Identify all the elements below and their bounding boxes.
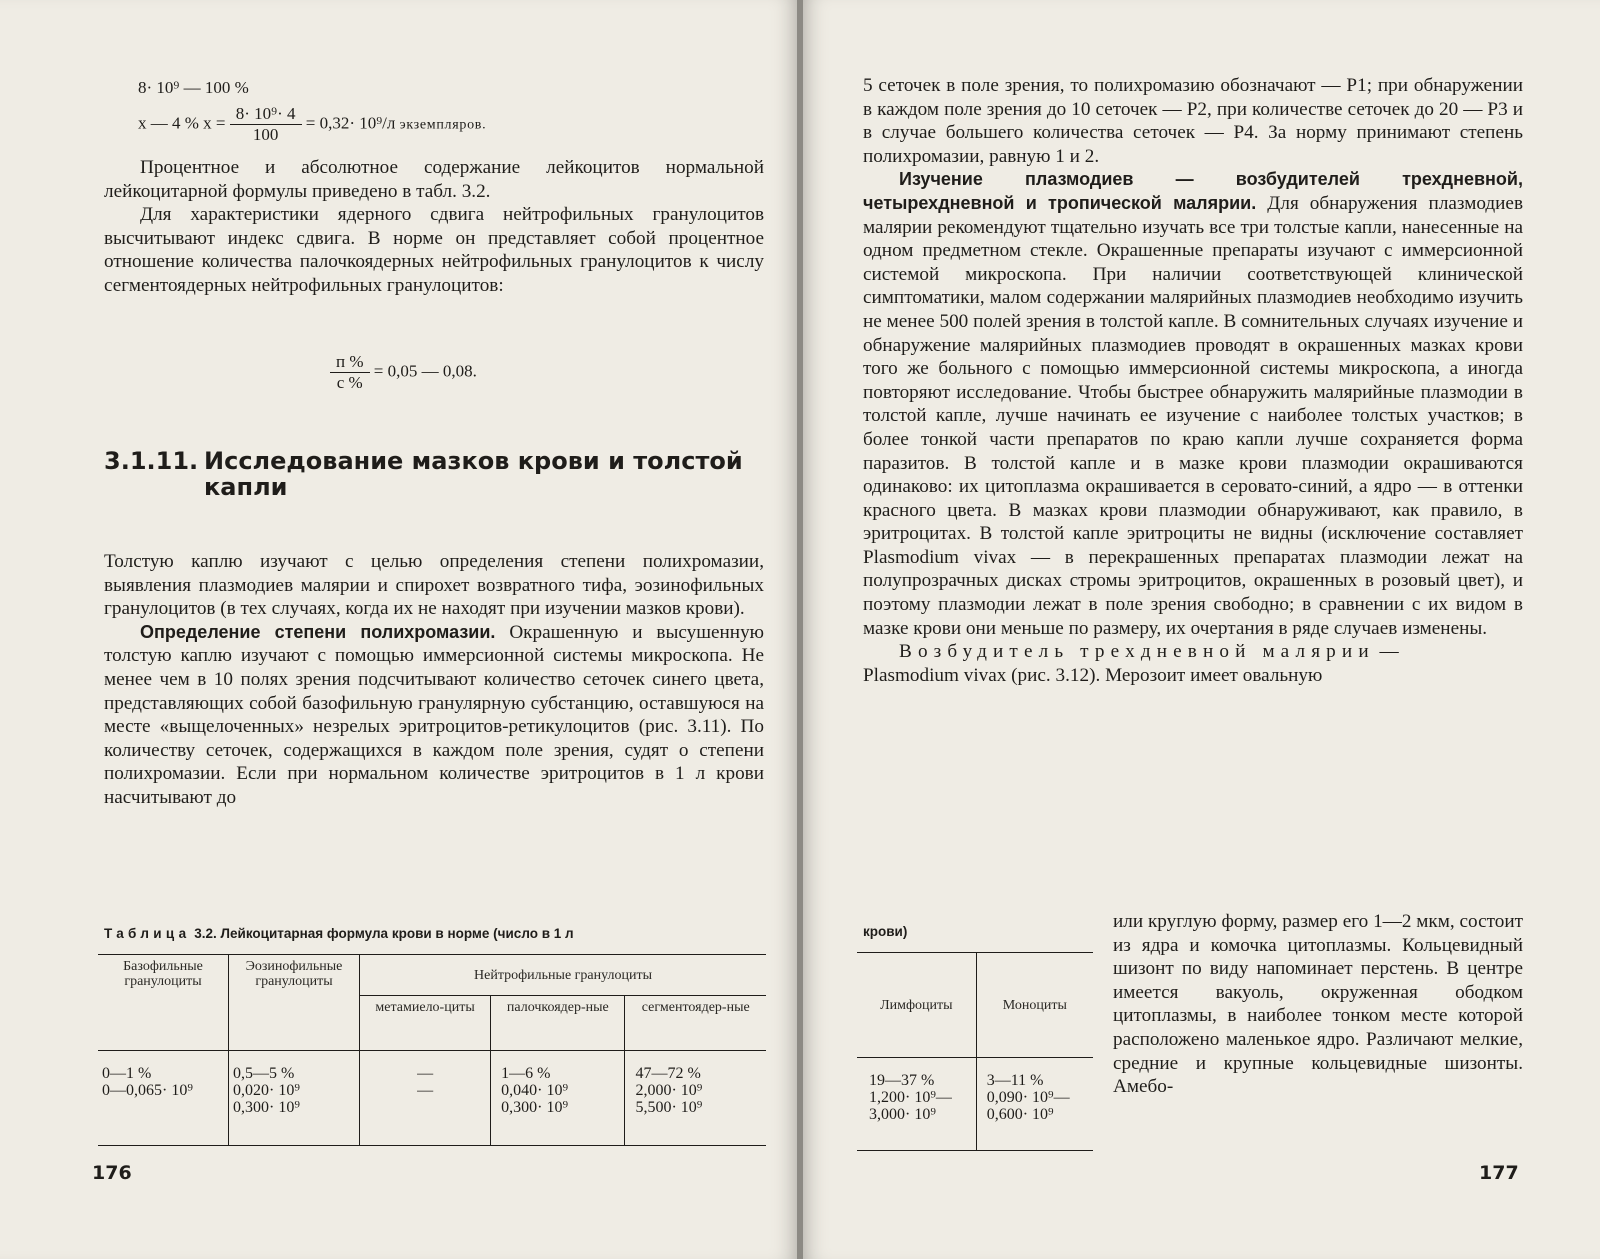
cell-line: 2,000· 10⁹ [635, 1082, 703, 1099]
cell-eos [229, 1051, 360, 1146]
run-in-heading: Определение степени полихромазии. [140, 621, 496, 642]
paragraph: Толстую каплю изучают с целью определения степени полихромазии, выявления плазмодиев малярии и спирохет возвратного тифа, эозинофильных гранулоцитов (в тех случаях, когда их не находят при изучении мазков крови). [104, 551, 764, 620]
paragraph: Для характеристики ядерного сдвига нейтрофильных гранулоцитов высчитывают индекс сдвига. В норме он представляет собой процентное отношение количества палочкоядерных нейтрофильных гранулоцитов к числу сегментоядерных нейтрофильных гранулоцитов: [104, 204, 764, 296]
cell-line: 0,300· 10⁹ [501, 1099, 569, 1116]
cell-line: 19—37 % [869, 1072, 935, 1089]
table-caption-continued: крови) [863, 924, 908, 939]
col-header-meta: метамиело-циты [360, 996, 491, 1051]
dash: — [1374, 641, 1399, 663]
cell-line: 47—72 % [635, 1065, 701, 1082]
page-number-left: 176 [92, 1162, 132, 1184]
page-number-right: 177 [1479, 1162, 1519, 1184]
col-header-eos: Эозинофильные гранулоциты [229, 955, 360, 1051]
cell-line: 0—0,065· 10⁹ [102, 1082, 193, 1099]
formula-numerator: 8· 10⁹· 4 [230, 104, 302, 125]
cell-line: 0,090· 10⁹— [986, 1089, 1070, 1106]
formula-line-2 [138, 104, 486, 145]
cell-line: 0—1 % [102, 1065, 152, 1082]
spaced-term: Возбудитель трехдневной малярии [899, 641, 1375, 663]
paragraph [863, 168, 1523, 640]
left-text-block-2 [104, 550, 764, 810]
col-header-neut: Нейтрофильные гранулоциты [360, 955, 767, 996]
leukocyte-table [98, 954, 766, 1146]
cell-line: 0,300· 10⁹ [233, 1099, 300, 1116]
formula-fraction [230, 104, 302, 145]
cell-line: 0,040· 10⁹ [501, 1082, 569, 1099]
cell-line: 0,5—5 % [233, 1065, 295, 1082]
paragraph-line: Plasmodium vivax (рис. 3.12). Мерозоит имеет овальную [863, 664, 1323, 686]
cell-line: 1,200· 10⁹— [869, 1089, 952, 1106]
cell-line: 5,500· 10⁹ [635, 1099, 703, 1116]
cell-line: 1—6 % [501, 1065, 551, 1082]
heading-number: 3.1.11. [104, 447, 199, 475]
ratio-denominator: с % [336, 373, 363, 392]
paragraph [104, 621, 764, 810]
paragraph-body: Окрашенную и высушенную толстую каплю изучают с помощью иммерсионной системы микроскопа. Не менее чем в 10 полях зрения подсчитывают количество сеточек синего цвета, представляющих собой базофильную гранулярную субстанцию, оставшуюся на месте «выщелоченных» незрелых эритроцитов-ретикулоцитов (рис. 3.11). По количеству сеточек, содержащихся в каждом поле зрения, судят о степени полихромазии. Если при нормальном количестве эритроцитов в 1 л крови насчитывают до [104, 621, 764, 808]
paragraph-body: Для обнаружения плазмодиев малярии рекомендуют тщательно изучать все три толстые капли, нанесенные на одном предметном стекле. Окрашенные препараты изучают с иммерсионной системой микроскопа. При наличии соответствующей клинической симптоматики, малом содержании малярийных плазмодиев необходимо изучить не менее 500 полей зрения в толстой капле. В сомнительных случаях изучение и обнаружение малярийных плазмодиев проводят в окрашенных мазках крови того же больного с помощью иммерсионной системы микроскопа, а иногда повторяют исследование. Чтобы быстрее обнаружить малярийные плазмодии в толстой капле, лучше начинать ее изучение с наиболее толстых участков; в более тонкой части препаратов по краю капли лучше сохраняется форма паразитов. В толстой капле и в мазке крови плазмодии окрашиваются одинаково: их цитоплазма окрашивается в серовато-синий, а ядро — в оттенки красного цвета. В мазках крови плазмодии обнаруживают, как правило, в эритроцитах. В толстой капле эритроциты не видны (исключение составляет Plasmodium vivax — в перекрашенных препаратах плазмодии лежат на полупрозрачных дисках стромы эритроцитов, окрашенных в розовый цвет), и поэтому плазмодии лежат в поле зрения свободно; в сравнении с их видом в мазке крови они меньше по размеру, их очертания в ряде случаев изменены. [863, 192, 1524, 639]
paragraph: или круглую форму, размер его 1—2 мкм, состоит из ядра и комочка цитоплазмы. Кольцевидный шизонт по виду напоминает перстень. В центре имеется вакуоль, окруженная ободком цитоплазмы, в наиболее тонком месте которой расположено маленькое ядро. Различают мелкие, средние и крупные кольцевидные шизонты. Амебо- [1113, 911, 1523, 1098]
section-heading [104, 448, 774, 500]
table-caption [104, 926, 574, 941]
leukocyte-table-continued [857, 952, 1093, 1151]
ratio-numerator: п % [330, 352, 370, 373]
ratio-fraction [330, 352, 370, 393]
formula-unit: экземпляров. [399, 117, 487, 133]
cell-line: — [417, 1082, 434, 1099]
cell-line: 0,020· 10⁹ [233, 1082, 300, 1099]
left-text-block-1 [104, 156, 764, 298]
col-header-lymph: Лимфоциты [857, 953, 976, 1058]
cell-lymph [857, 1058, 976, 1151]
col-header-baso: Базофильные гранулоциты [98, 955, 229, 1051]
col-header-mono: Моноциты [1002, 997, 1067, 1013]
ratio-value: = 0,05 — 0,08. [373, 361, 477, 381]
run-in-heading: Изучение плазмодиев — возбудителей трехдневной, четырехдневной и тропической малярии. [863, 169, 1523, 213]
right-side-text [1113, 910, 1523, 1099]
cell-baso [98, 1051, 229, 1146]
col-header-stab: палочкоядер-ные [491, 996, 625, 1051]
table-caption-label: Таблица [104, 926, 191, 941]
cell-line: 3,000· 10⁹ [869, 1106, 936, 1123]
formula-result: = 0,32· 10⁹/л [305, 113, 396, 133]
right-page [803, 0, 1600, 1259]
formula-denominator: 100 [252, 125, 279, 144]
cell-mono [976, 1058, 1093, 1151]
cell-stab [491, 1051, 625, 1146]
formula-lhs: x — 4 % x = [138, 113, 226, 133]
heading-line-2: капли [204, 473, 288, 501]
col-header-seg: сегментоядер-ные [641, 1000, 750, 1015]
cell-seg [625, 1051, 766, 1146]
table-caption-text: 3.2. Лейкоцитарная формула крови в норме (число в 1 л [190, 926, 574, 941]
paragraph: Процентное и абсолютное содержание лейкоцитов нормальной лейкоцитарной формулы приведено в табл. 3.2. [104, 157, 764, 202]
cell-line: 0,600· 10⁹ [986, 1106, 1054, 1123]
paragraph [863, 640, 1523, 664]
right-text-block-1 [863, 74, 1523, 687]
left-page [0, 0, 797, 1259]
ratio-formula [330, 352, 477, 393]
cell-line: 3—11 % [986, 1072, 1044, 1089]
formula-line-1: 8· 10⁹ — 100 % [138, 78, 249, 97]
paragraph: 5 сеточек в поле зрения, то полихромазию обозначают — P1; при обнаружении в каждом поле зрения до 10 сеточек — P2, при количестве сеточек до 20 — P3 и в случае большего количества сеточек — P4. За норму принимают степень полихромазии, равную 1 и 2. [863, 75, 1523, 167]
cell-line: — [417, 1065, 434, 1082]
cell-meta [360, 1051, 491, 1146]
heading-line-1: Исследование мазков крови и толстой [204, 447, 743, 475]
